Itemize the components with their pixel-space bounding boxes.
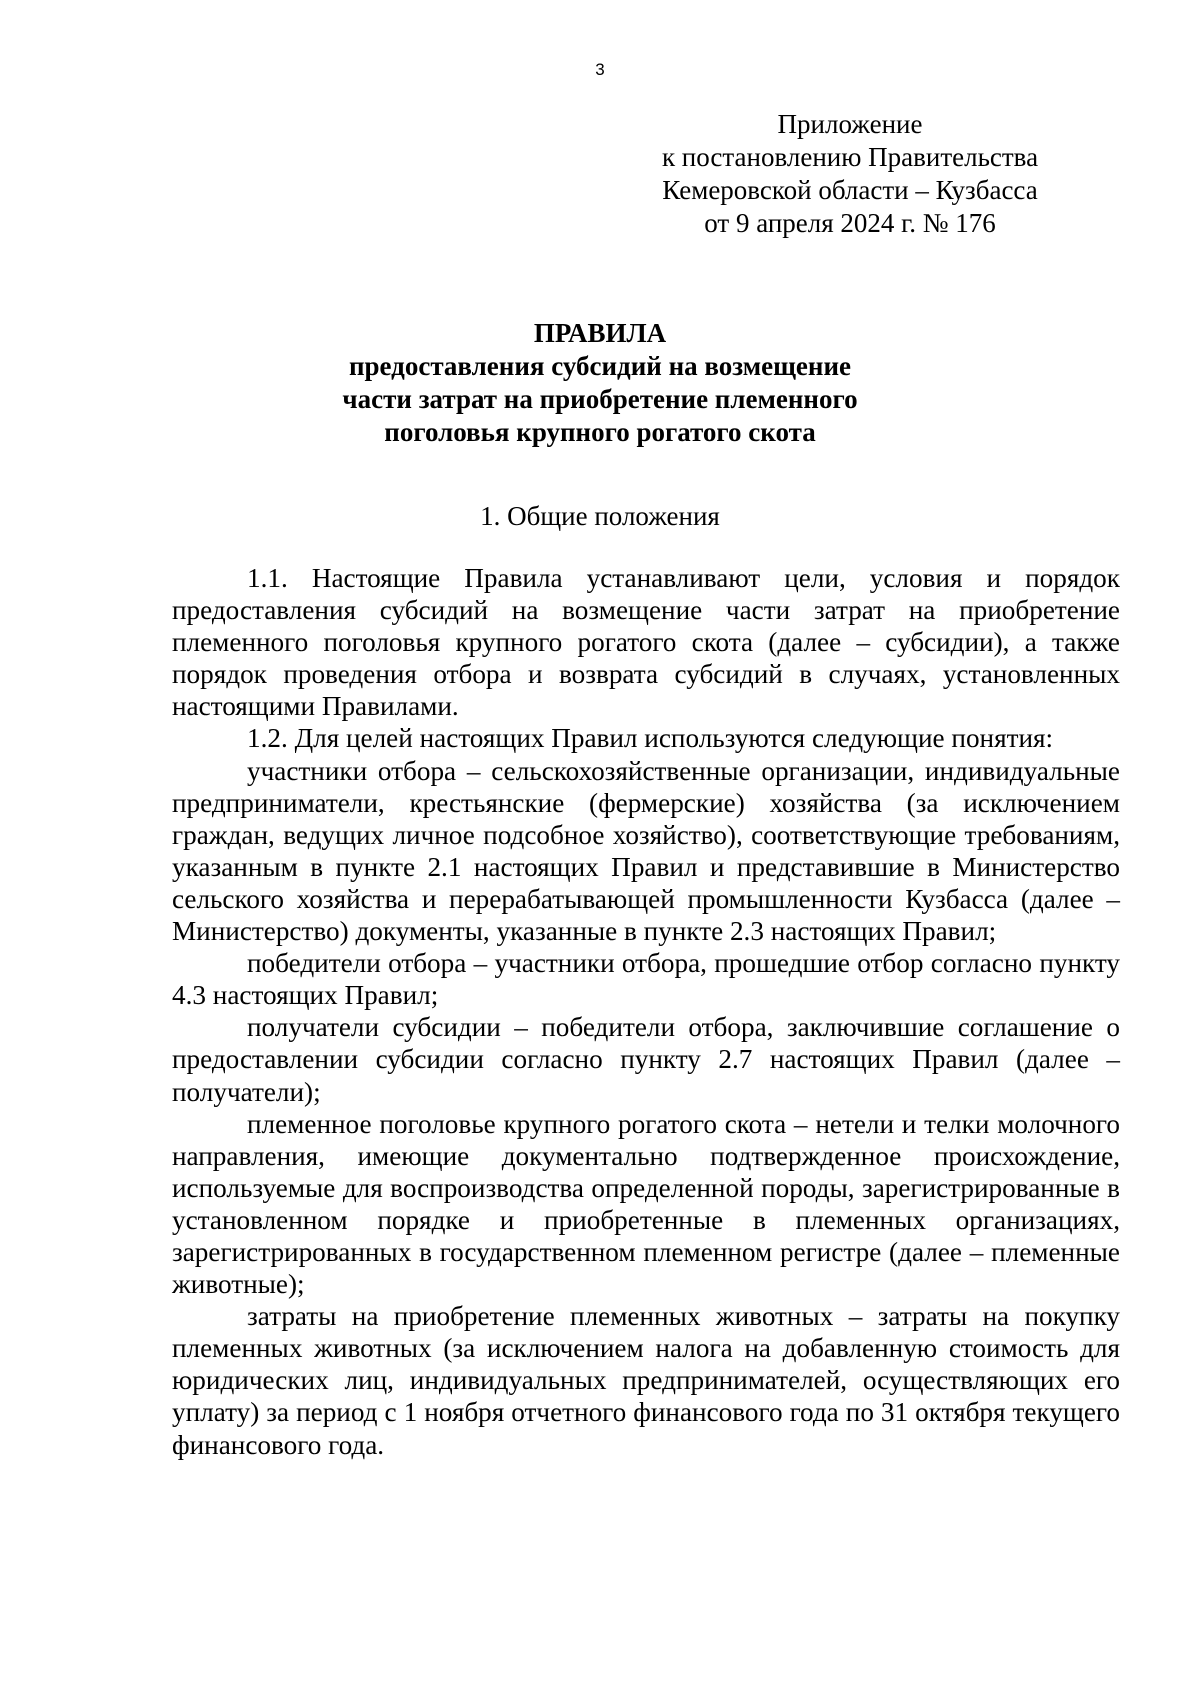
title-subtitle-line-2: части затрат на приобретение племенного [342, 384, 858, 414]
appendix-line-3: Кемеровской области – Кузбасса [662, 175, 1038, 205]
definition-selection-participants: участники отбора – сельскохозяйственные организации, индивидуальные предприниматели, крестьянские (фермерские) хозяйства (за исключением граждан, ведущих личное подсобное хозяйство), соответствующие требованиям, указанным в пункте 2.1 настоящих Правил и представившие в Министерство сельского хозяйства и перерабатывающей промышленности Кузбасса (далее – Министерство) документы, указанные в пункте 2.3 настоящих Правил; [172, 755, 1120, 947]
paragraph-1-1: 1.1. Настоящие Правила устанавливают цели, условия и порядок предоставления субсидий на возмещение части затрат на приобретение племенного поголовья крупного рогатого скота (далее – субсидии), а также порядок проведения отбора и возврата субсидий в случаях, установленных настоящими Правилами. [172, 563, 1120, 722]
definition-subsidy-recipients: получатели субсидии – победители отбора, заключившие соглашение о предоставлении субсидии согласно пункту 2.7 настоящих Правил (далее – получатели); [172, 1012, 1120, 1107]
appendix-block [650, 108, 1050, 240]
appendix-line-4: от 9 апреля 2024 г. № 176 [704, 208, 996, 238]
title-main: ПРАВИЛА [533, 318, 667, 348]
definition-acquisition-costs: затраты на приобретение племенных животных – затраты на покупку племенных животных (за исключением налога на добавленную стоимость для юридических лиц, индивидуальных предпринимателей, осуществляющих его уплату) за период с 1 ноября отчетного финансового года по 31 октября текущего финансового года. [172, 1301, 1120, 1460]
title-subtitle-line-3: поголовья крупного рогатого скота [384, 417, 816, 447]
section-heading: 1. Общие положения [480, 501, 720, 531]
appendix-line-2: к постановлению Правительства [661, 142, 1039, 172]
paragraph-1-2: 1.2. Для целей настоящих Правил используются следующие понятия: [247, 723, 1054, 754]
definition-selection-winners: победители отбора – участники отбора, прошедшие отбор согласно пункту 4.3 настоящих Правил; [172, 948, 1120, 1011]
definition-breeding-livestock: племенное поголовье крупного рогатого скота – нетели и телки молочного направления, имеющие документально подтвержденное происхождение, используемые для воспроизводства определенной породы, зарегистрированные в установленном порядке и приобретенные в племенных организациях, зарегистрированных в государственном племенном регистре (далее – племенные животные); [172, 1108, 1120, 1300]
title-subtitle-line-1: предоставления субсидий на возмещение [348, 351, 852, 381]
body-text [172, 562, 1120, 1461]
appendix-line-1: Приложение [777, 109, 923, 139]
page-number: 3 [595, 60, 605, 79]
document-title [0, 317, 1200, 449]
